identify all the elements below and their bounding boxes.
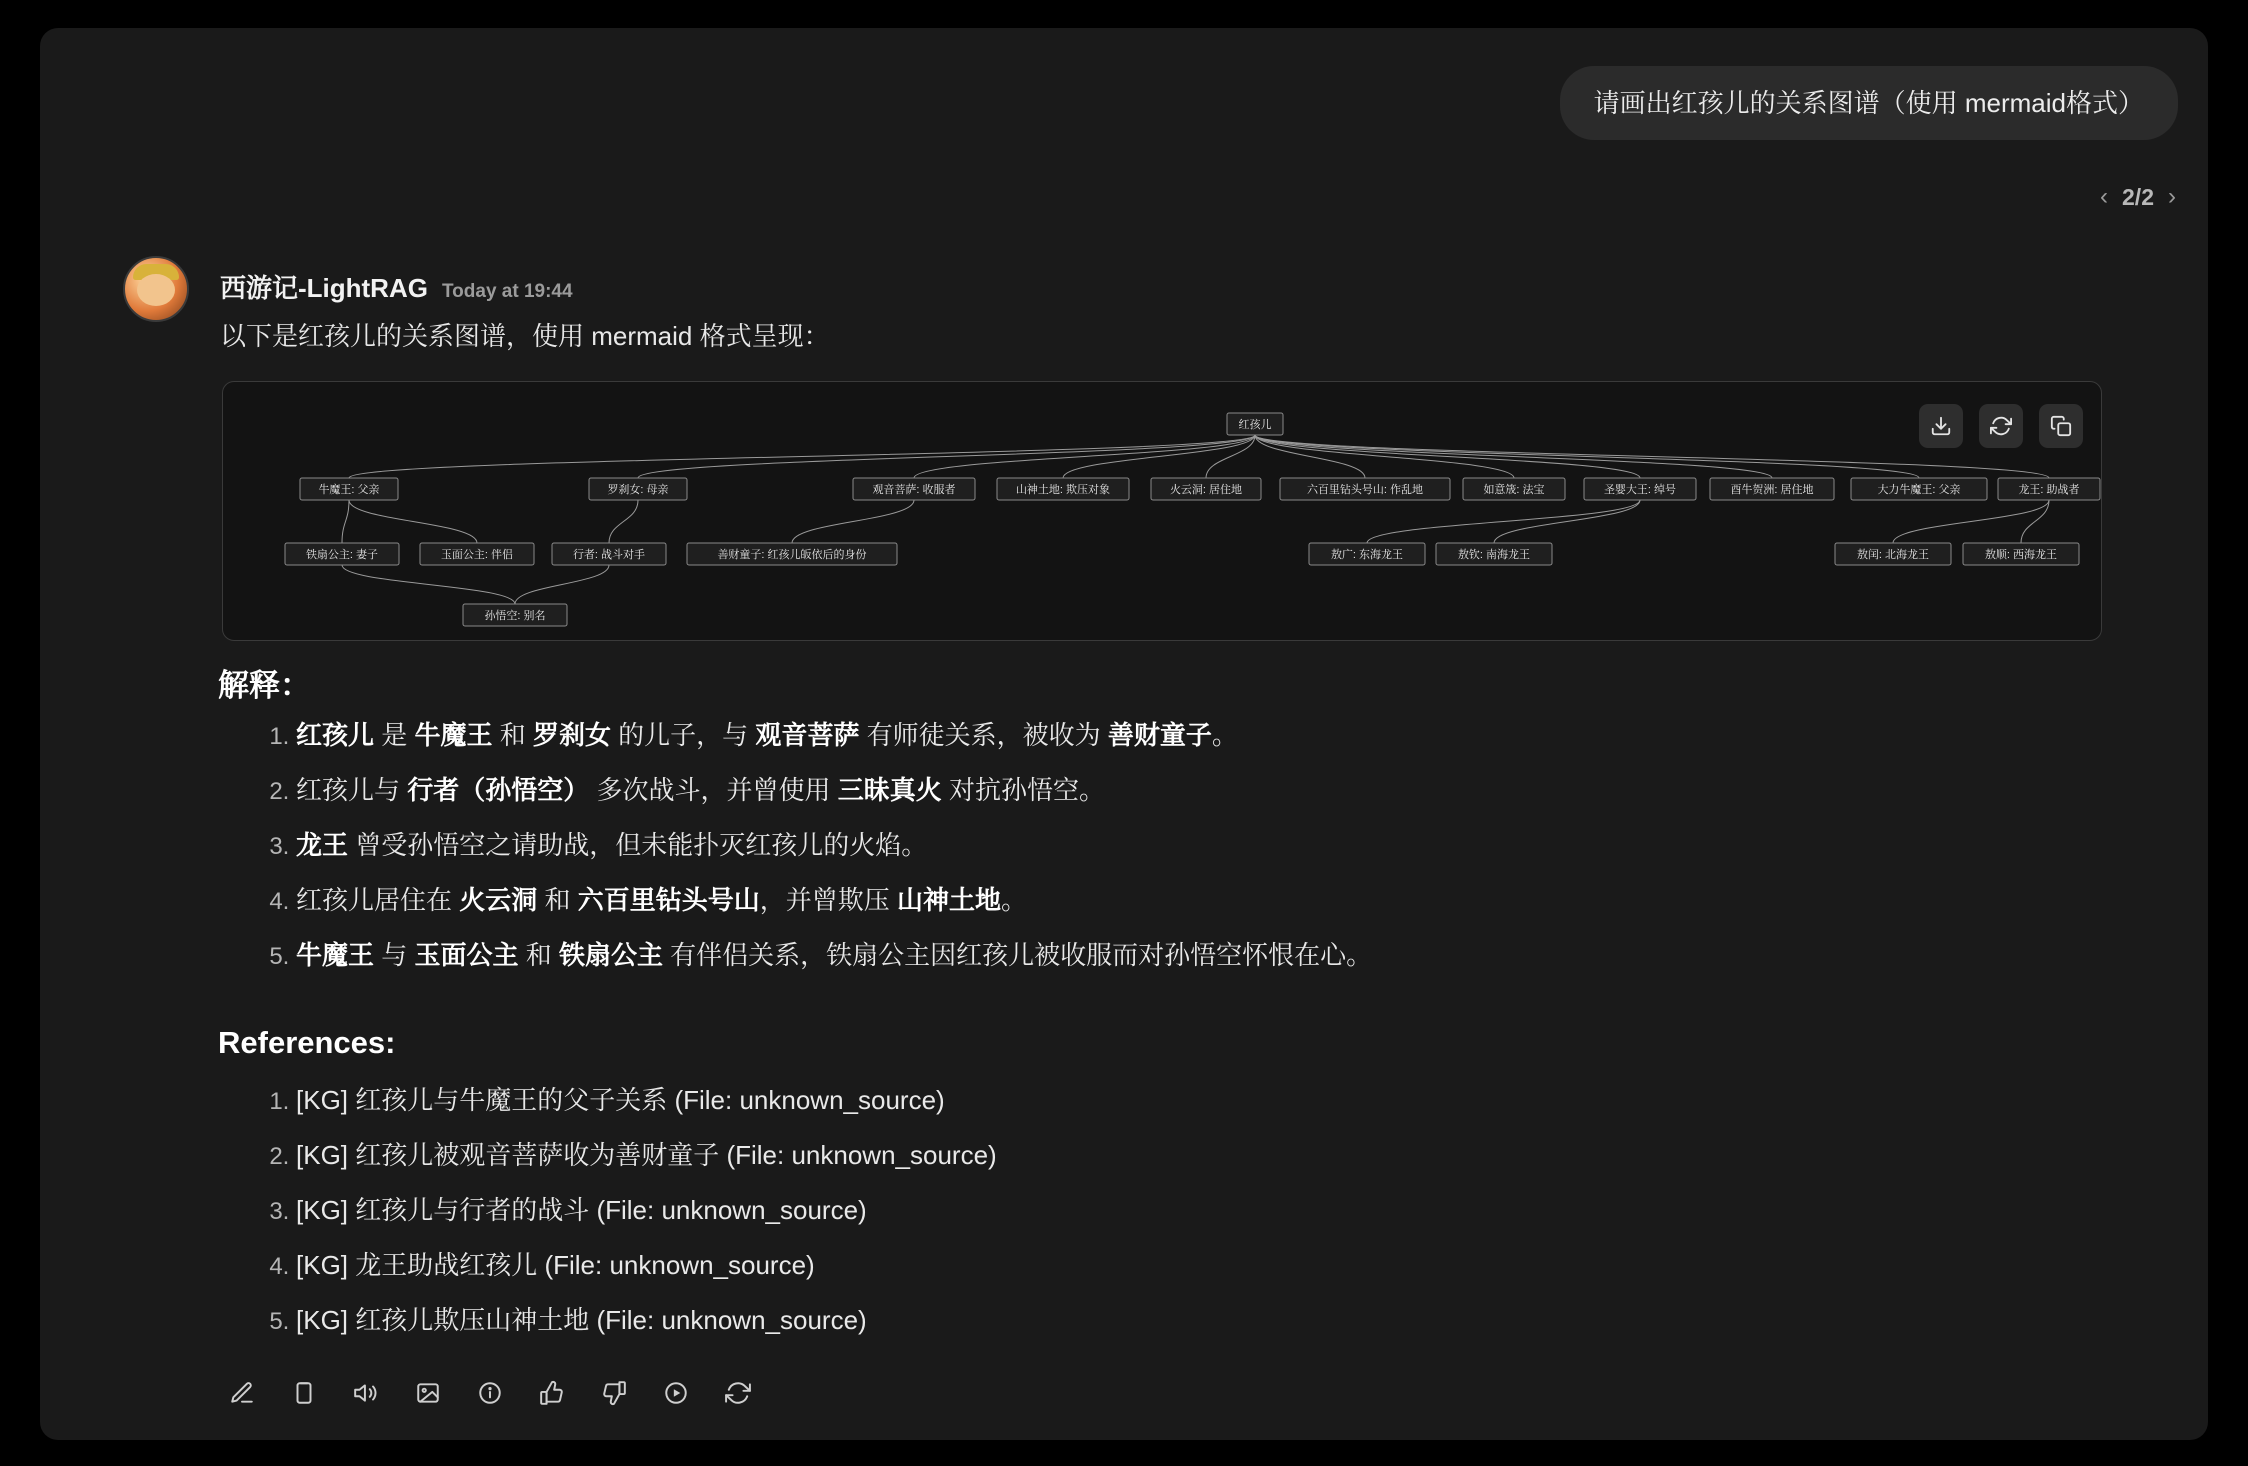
copy-icon[interactable] (287, 1376, 321, 1410)
graph-node-label: 铁扇公主: 妻子 (305, 548, 379, 561)
graph-node[interactable] (687, 543, 897, 565)
graph-node-label: 观音菩萨: 收服者 (872, 483, 956, 496)
graph-node[interactable] (589, 478, 687, 500)
graph-edge (2021, 500, 2049, 543)
user-message-row (1560, 66, 2178, 140)
image-icon[interactable] (411, 1376, 445, 1410)
graph-node-label: 圣婴大王: 绰号 (1603, 483, 1677, 496)
explanation-list (232, 708, 1372, 983)
graph-node[interactable] (1584, 478, 1696, 500)
reference-item: 1. [KG] 红孩儿与牛魔王的父子关系 (File: unknown_source) (296, 1073, 997, 1128)
assistant-intro-text: 以下是红孩儿的关系图谱，使用 mermaid 格式呈现： (220, 321, 830, 351)
graph-node-label: 敖顺: 西海龙王 (1984, 548, 2058, 561)
graph-node-label: 火云洞: 居住地 (1169, 483, 1243, 496)
graph-node-label: 牛魔王: 父亲 (318, 483, 380, 496)
graph-node-root[interactable] (1227, 413, 1283, 435)
explanation-item: 2. 红孩儿与 行者（孙悟空） 多次战斗，并曾使用 三昧真火 对抗孙悟空。 (296, 763, 1372, 818)
graph-node-label: 玉面公主: 伴侣 (440, 548, 514, 561)
graph-node[interactable] (1963, 543, 2079, 565)
graph-node-label: 敖闰: 北海龙王 (1856, 548, 1930, 561)
references-list (232, 1073, 997, 1348)
graph-node[interactable] (1436, 543, 1552, 565)
graph-node-label: 大力牛魔王: 父亲 (1877, 483, 1961, 496)
reference-item: 2. [KG] 红孩儿被观音菩萨收为善财童子 (File: unknown_source) (296, 1128, 997, 1183)
thumbs-up-icon[interactable] (535, 1376, 569, 1410)
edit-icon[interactable] (225, 1376, 259, 1410)
graph-node[interactable] (1835, 543, 1951, 565)
graph-node[interactable] (1280, 478, 1450, 500)
graph-node[interactable] (1309, 543, 1425, 565)
graph-edge (349, 435, 1255, 478)
graph-edge (1494, 500, 1640, 543)
reference-item: 5. [KG] 红孩儿欺压山神土地 (File: unknown_source) (296, 1293, 997, 1348)
graph-node[interactable] (1151, 478, 1261, 500)
download-icon[interactable] (1919, 404, 1963, 448)
graph-node-label: 如意筬: 法宝 (1483, 483, 1545, 496)
pager-next-icon[interactable]: › (2168, 183, 2176, 210)
graph-edge (1255, 435, 1772, 478)
diagram-toolbar (1919, 404, 2083, 448)
copy-icon[interactable] (2039, 404, 2083, 448)
message-pager (2100, 183, 2176, 211)
graph-node-label: 敖广: 东海龙王 (1330, 548, 1404, 561)
graph-node-label: 罗刹女: 母亲 (607, 483, 669, 496)
explanation-item: 1. 红孩儿 是 牛魔王 和 罗刹女 的儿子，与 观音菩萨 有师徒关系，被收为 善财童子。 (296, 708, 1372, 763)
graph-edge (349, 500, 477, 543)
assistant-name: 西游记-LightRAG (220, 273, 428, 303)
references-title: References: (218, 1025, 396, 1060)
graph-node-label: 龙王: 助战者 (2018, 483, 2080, 496)
message-action-bar (225, 1376, 755, 1410)
explanation-item: 5. 牛魔王 与 玉面公主 和 铁扇公主 有伴侣关系，铁扇公主因红孩儿被收服而对孙悟空怀恨在心。 (296, 928, 1372, 983)
avatar-face (137, 274, 175, 306)
graph-node-label: 行者: 战斗对手 (572, 548, 646, 561)
thumbs-down-icon[interactable] (597, 1376, 631, 1410)
graph-node[interactable] (997, 478, 1129, 500)
graph-node[interactable] (853, 478, 975, 500)
graph-edge (609, 500, 638, 543)
graph-edge (342, 565, 515, 604)
graph-node-label: 孙悟空: 别名 (484, 609, 546, 622)
graph-edge (914, 435, 1255, 478)
mermaid-diagram-panel (222, 381, 2102, 641)
explanation-item: 3. 龙王 曾受孙悟空之请助战，但未能扑灭红孩儿的火焰。 (296, 818, 1372, 873)
graph-node[interactable] (300, 478, 398, 500)
explanation-title: 解释： (218, 668, 311, 703)
relationship-graph (223, 382, 2101, 640)
graph-node[interactable] (1710, 478, 1834, 500)
graph-node[interactable] (285, 543, 399, 565)
play-icon[interactable] (659, 1376, 693, 1410)
graph-node-label: 敖钦: 南海龙王 (1457, 548, 1531, 561)
graph-node[interactable] (420, 543, 534, 565)
graph-node-label: 红孩儿 (1238, 418, 1272, 431)
pager-count: 2/2 (2122, 183, 2154, 210)
refresh-icon[interactable] (1979, 404, 2023, 448)
graph-edge (1255, 435, 1514, 478)
info-icon[interactable] (473, 1376, 507, 1410)
reference-item: 3. [KG] 红孩儿与行者的战斗 (File: unknown_source) (296, 1183, 997, 1238)
graph-edge (1893, 500, 2049, 543)
graph-node[interactable] (1463, 478, 1565, 500)
graph-edge (1255, 435, 1919, 478)
speaker-icon[interactable] (349, 1376, 383, 1410)
graph-edge (1367, 500, 1640, 543)
graph-edge (792, 500, 914, 543)
graph-node-label: 酉牛贺洲: 居住地 (1730, 483, 1814, 496)
graph-node-label: 六百里钻头号山: 作乱地 (1306, 483, 1424, 496)
graph-node[interactable] (1998, 478, 2100, 500)
chat-window (40, 28, 2208, 1440)
assistant-header (220, 268, 573, 305)
graph-node[interactable] (1851, 478, 1987, 500)
graph-node-label: 善财童子: 红孩儿皈依后的身份 (717, 548, 867, 561)
pager-prev-icon[interactable]: ‹ (2100, 183, 2109, 210)
reference-item: 4. [KG] 龙王助战红孩儿 (File: unknown_source) (296, 1238, 997, 1293)
graph-edge (342, 500, 349, 543)
avatar (123, 256, 189, 322)
user-message-bubble: 请画出红孩儿的关系图谱（使用 mermaid格式） (1560, 66, 2178, 140)
assistant-timestamp: Today at 19:44 (441, 281, 573, 302)
graph-node-label: 山神土地: 欺压对象 (1015, 483, 1111, 496)
graph-node[interactable] (463, 604, 567, 626)
explanation-item: 4. 红孩儿居住在 火云洞 和 六百里钻头号山，并曾欺压 山神土地。 (296, 873, 1372, 928)
graph-edge (515, 565, 609, 604)
graph-node[interactable] (552, 543, 666, 565)
regenerate-icon[interactable] (721, 1376, 755, 1410)
